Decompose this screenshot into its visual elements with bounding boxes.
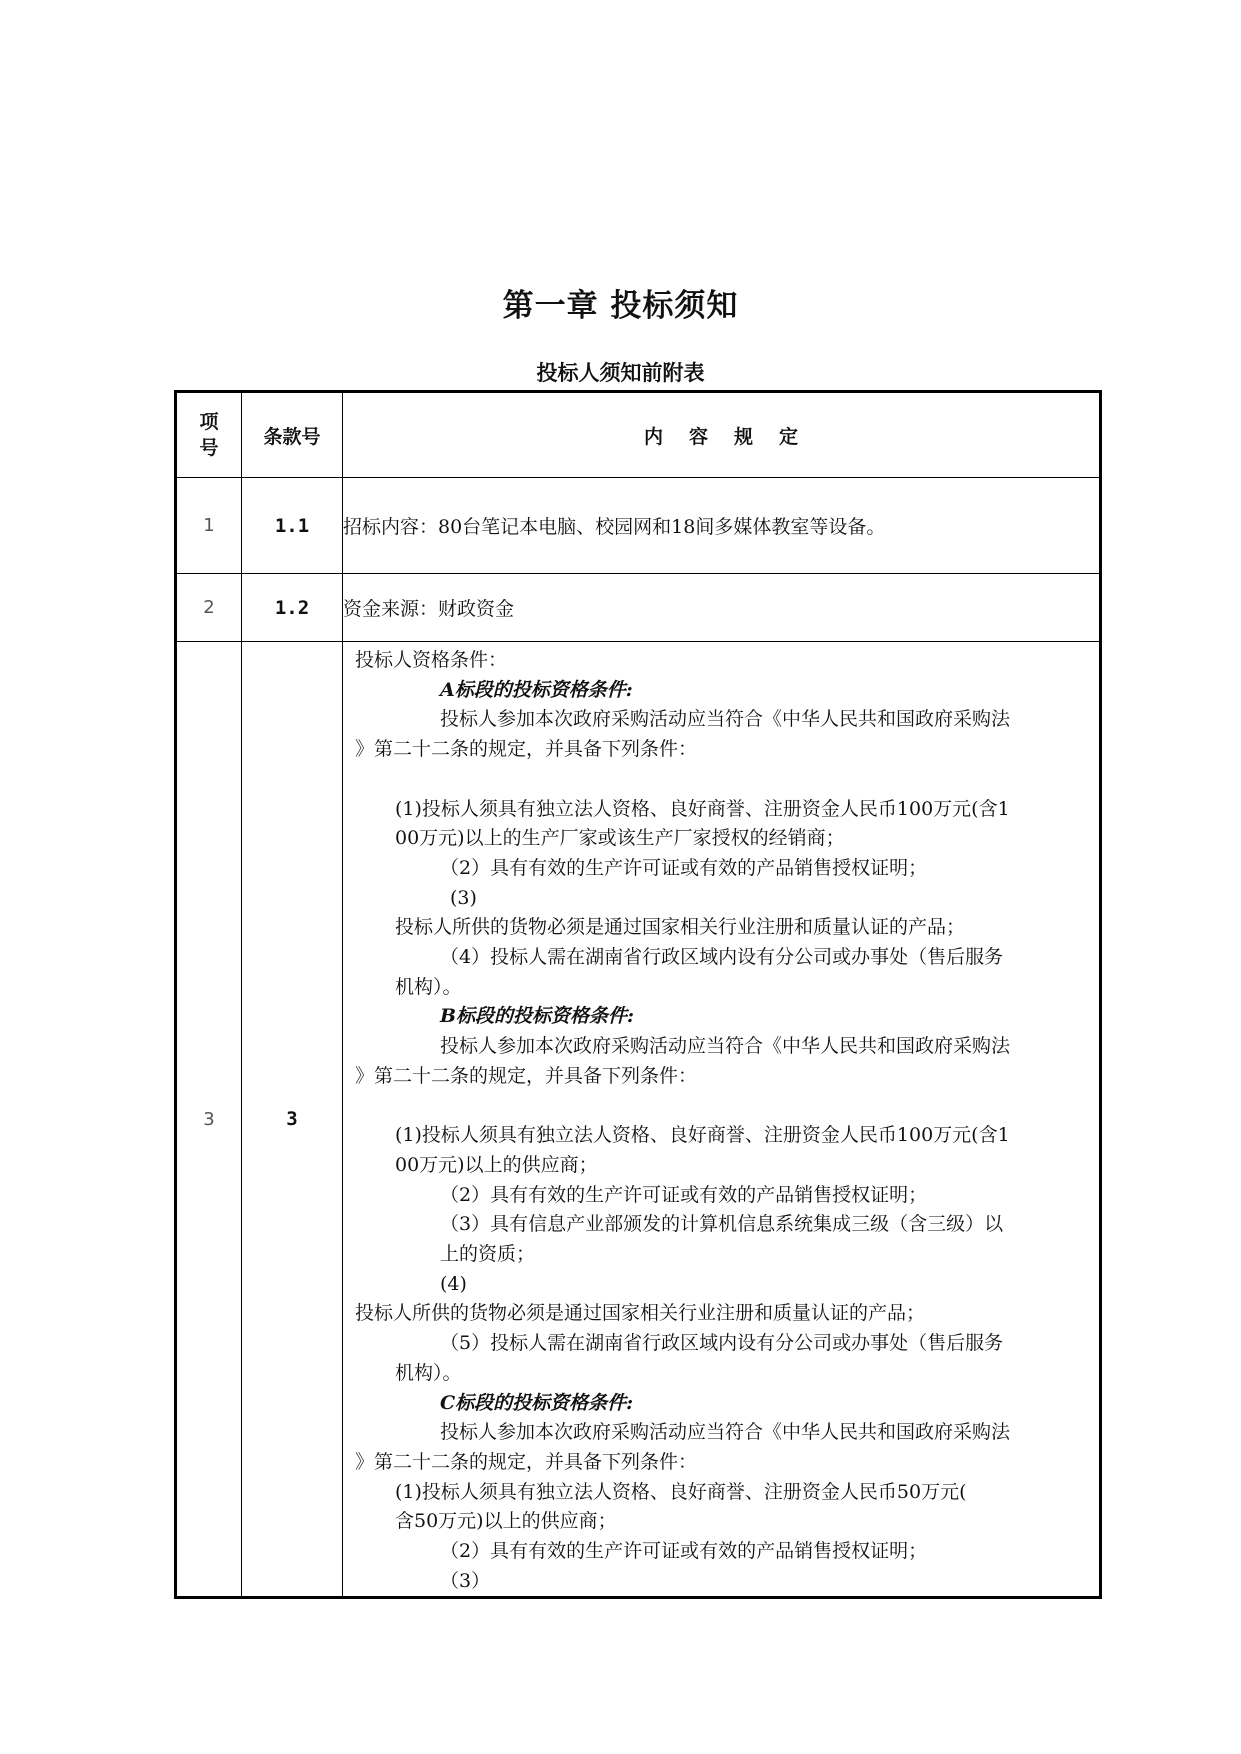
content-line: (3) <box>450 886 477 909</box>
chapter-title: 第一章 投标须知 <box>502 288 739 324</box>
content-line: （3）具有信息产业部颁发的计算机信息系统集成三级（含三级）以 <box>440 1213 1004 1236</box>
row-clause: 3 <box>242 642 343 1598</box>
content-line: (4) <box>440 1272 467 1295</box>
content-line: 00万元)以上的供应商； <box>395 1153 598 1176</box>
header-content: 内容规定 <box>343 392 1101 478</box>
row-index: 1 <box>176 478 242 574</box>
content-line: (1)投标人须具有独立法人资格、良好商誉、注册资金人民币100万元(含1 <box>395 1124 1010 1147</box>
content-line: （2）具有有效的生产许可证或有效的产品销售授权证明； <box>440 1183 928 1206</box>
content-line: 》第二十二条的规定，并具备下列条件： <box>355 1064 698 1087</box>
content-line: 投标人资格条件： <box>355 649 508 671</box>
content-line: 投标人参加本次政府采购活动应当符合《中华人民共和国政府采购法 <box>440 1421 1011 1444</box>
content-line: 机构）。 <box>395 975 462 998</box>
content-line: （4）投标人需在湖南省行政区域内设有分公司或办事处（售后服务 <box>440 946 1004 969</box>
content-line: 含50万元)以上的供应商； <box>395 1510 617 1533</box>
header-item-line1: 项 <box>199 411 219 433</box>
qualification-content <box>343 642 1101 1598</box>
header-item-number <box>176 392 242 478</box>
content-line: 》第二十二条的规定，并具备下列条件： <box>355 1450 698 1473</box>
header-clause: 条款号 <box>242 392 343 478</box>
table-row <box>176 642 1101 1598</box>
content-line: （5）投标人需在湖南省行政区域内设有分公司或办事处（售后服务 <box>440 1332 1004 1355</box>
content-line: (1)投标人须具有独立法人资格、良好商誉、注册资金人民币100万元(含1 <box>395 797 1010 820</box>
header-item-line2: 号 <box>199 437 219 459</box>
row-clause: 1.1 <box>242 478 343 574</box>
bidder-notice-table <box>174 390 1102 1599</box>
table-row <box>176 574 1101 642</box>
content-line: （3） <box>440 1569 491 1592</box>
content-line: 上的资质； <box>440 1243 536 1266</box>
content-line: 投标人所供的货物必须是通过国家相关行业注册和质量认证的产品； <box>395 916 966 939</box>
content-line: 投标人参加本次政府采购活动应当符合《中华人民共和国政府采购法 <box>440 708 1011 731</box>
content-line: 投标人参加本次政府采购活动应当符合《中华人民共和国政府采购法 <box>440 1035 1011 1058</box>
section-c-heading: C标段的投标资格条件: <box>440 1391 634 1414</box>
content-line: （2）具有有效的生产许可证或有效的产品销售授权证明； <box>440 1540 928 1563</box>
table-title: 投标人须知前附表 <box>536 361 705 385</box>
content-line: (1)投标人须具有独立法人资格、良好商誉、注册资金人民币50万元( <box>395 1480 967 1503</box>
content-line: 00万元)以上的生产厂家或该生产厂家授权的经销商； <box>395 827 845 850</box>
blank-line <box>355 1092 1085 1122</box>
content-line: 机构）。 <box>395 1361 462 1384</box>
row-index: 3 <box>176 642 242 1598</box>
row-content: 招标内容：80台笔记本电脑、校园网和18间多媒体教室等设备。 <box>343 478 1101 574</box>
content-line: 》第二十二条的规定，并具备下列条件： <box>355 738 698 761</box>
row-content: 资金来源：财政资金 <box>343 574 1101 642</box>
section-a-heading: A标段的投标资格条件: <box>440 678 633 701</box>
table-header-row <box>176 392 1101 478</box>
row-clause: 1.2 <box>242 574 343 642</box>
row-index: 2 <box>176 574 242 642</box>
content-line: 投标人所供的货物必须是通过国家相关行业注册和质量认证的产品； <box>355 1302 926 1325</box>
content-line: （2）具有有效的生产许可证或有效的产品销售授权证明； <box>440 856 928 879</box>
blank-line <box>355 765 1085 795</box>
section-b-heading: B标段的投标资格条件: <box>440 1005 635 1028</box>
table-row <box>176 478 1101 574</box>
